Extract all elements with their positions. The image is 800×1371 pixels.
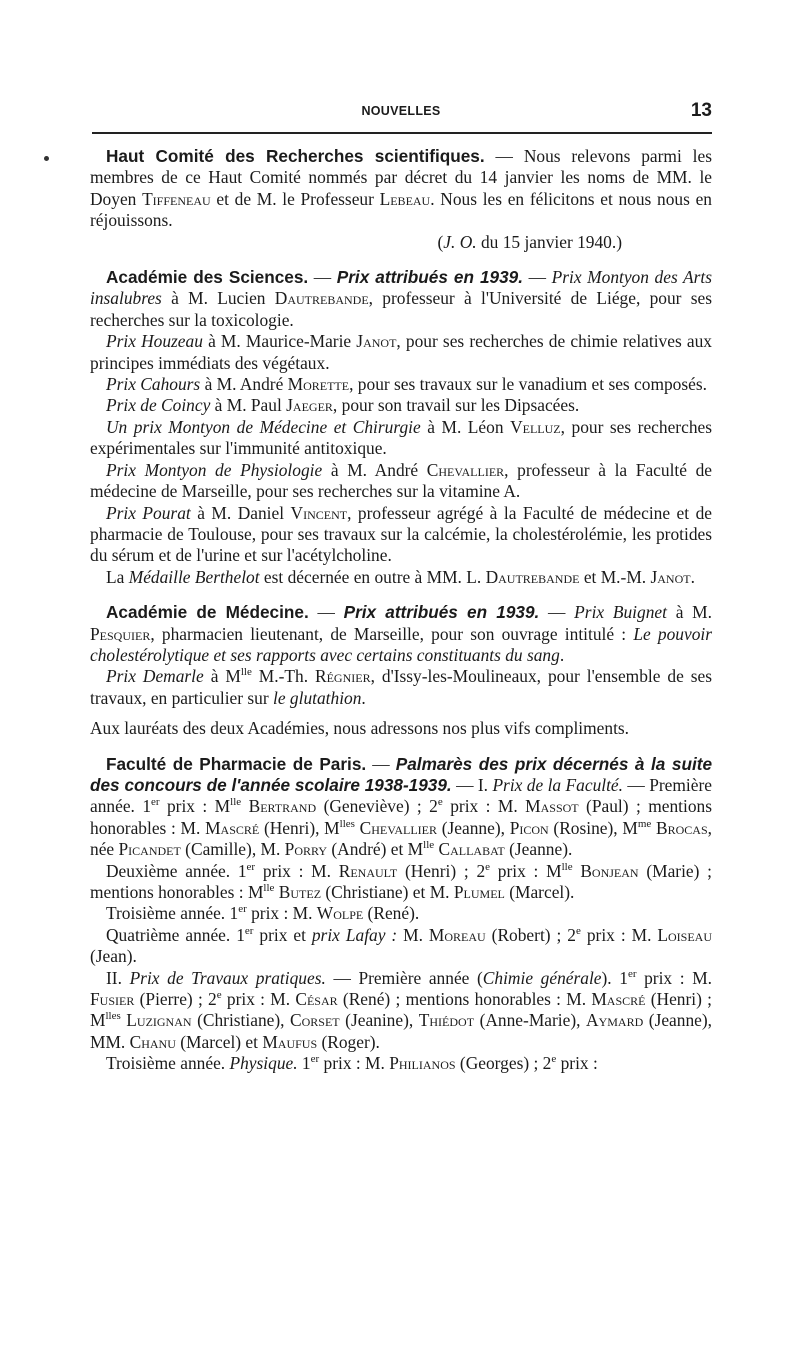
section-academie-sciences <box>90 267 712 588</box>
person-name: Brocas <box>656 817 708 838</box>
prize-name: Prix Buignet <box>574 602 667 623</box>
person-name: Bonjean <box>580 860 639 881</box>
paragraph: Haut Comité des Recherches scientifiques. — Nous relevons parmi les membres de ce Haut Comité nommés par décret du 14 janvier les noms de MM. le Doyen Tiffeneau et de M. le Professeur Lebeau. Nous les en félicitons et nous nous en réjouissons. <box>90 146 713 231</box>
person-name: Aymard <box>586 1010 644 1031</box>
work-title: le glutathion <box>273 687 362 708</box>
person-name: Maufus <box>262 1031 318 1052</box>
running-head: NOUVELLES <box>361 104 441 118</box>
person-name: Thiédot <box>418 1010 475 1031</box>
person-name: Chanu <box>129 1031 176 1052</box>
person-name: Régnier <box>315 666 371 687</box>
paragraph: Académie des Sciences. — Prix attribués en 1939. — Prix Montyon des Arts insalubres à M. Lucien Dautrebande, professeur à l'Université de Liége, pour ses recherches sur la toxicologie. <box>90 267 712 330</box>
section-heading: Académie des Sciences. <box>106 267 309 288</box>
prize-name: Un prix Montyon de Médecine et Chirurgie <box>106 416 421 437</box>
paragraph: Deuxième année. 1er prix : M. Renault (Henri) ; 2e prix : $M^{lle}$ Bonjean (Marie) ; mentions honorables : $M^{lle}$ Butez (Christiane) et M. Plumel (Marcel). <box>90 860 713 902</box>
paragraph: La Médaille Berthelot est décernée en outre à MM. L. Dautrebande et M.-M. Janot. <box>106 566 695 587</box>
person-name: Massot <box>525 796 579 817</box>
person-name: Bertrand <box>248 796 317 817</box>
person-name: Pesquier <box>90 623 151 644</box>
section-subheading: Palmarès des prix décernés à la suite des concours de l'année scolaire 1938-1939. <box>90 753 712 795</box>
person-name: Dautrebande <box>485 566 580 587</box>
person-name: Corset <box>290 1010 340 1031</box>
person-name: Lebeau <box>379 188 431 209</box>
person-name: Morette <box>287 374 350 395</box>
section-subheading: Prix attribués en 1939. <box>336 267 523 288</box>
person-name: Philianos <box>389 1053 456 1074</box>
person-name: Plumel <box>453 882 505 902</box>
person-name: Mascré <box>205 817 260 838</box>
paragraph: Prix Montyon de Physiologie à M. André Chevallier, professeur à la Faculté de médecine de Marseille, pour ses recherches sur la vitamine A. <box>90 459 713 502</box>
section-heading: Haut Comité des Recherches scientifiques. <box>106 146 485 166</box>
margin-mark <box>44 156 49 161</box>
prize-name: Prix Pourat <box>106 502 191 523</box>
paragraph: Troisième année. 1er prix : M. Wolpe (René). <box>106 903 420 924</box>
person-name: Jaeger <box>286 395 333 416</box>
section-heading: Faculté de Pharmacie de Paris. <box>106 753 367 774</box>
section-heading: Académie de Médecine. <box>106 602 309 623</box>
paragraph: Faculté de Pharmacie de Paris. — Palmarès des prix décernés à la suite des concours de l'année scolaire 1938-1939. — I. Prix de la Faculté. — Première année. 1er prix : $M^{lle}$ Bertrand (Geneviève) ; 2e prix : M. Massot (Paul) ; mentions honorables : M. Mascré (Henri), $M^{lles}$ Chevallier (Jeanne), Picon (Rosine), $M^{me}$ Brocas, née Picandet (Camille), M. Porry (André) et $M^{lle}$ Callabat (Jeanne). <box>90 753 712 860</box>
person-name: Fusier <box>90 989 135 1010</box>
prize-name: Prix Demarle <box>106 666 204 687</box>
prize-name: Prix de la Faculté. <box>492 774 624 795</box>
person-name: Butez <box>278 882 322 902</box>
paragraph: II. Prix de Travaux pratiques. — Première année (Chimie générale). 1er prix : M. Fusier (Pierre) ; 2e prix : M. César (René) ; mentions honorables : M. Mascré (Henri) ; $M^{lles}$ Luzignan (Christiane), Corset (Jeanine), Thiédot (Anne-Marie), Aymard (Jeanne), MM. Chanu (Marcel) et Maufus (Roger). <box>90 967 713 1052</box>
person-name: César <box>295 989 338 1010</box>
paragraph: Prix Houzeau à M. Maurice-Marie Janot, pour ses recherches de chimie relatives aux principes immédiats des végétaux. <box>90 331 712 373</box>
person-name: Chevallier <box>359 817 438 838</box>
person-name: Callabat <box>438 839 505 860</box>
paragraph: Quatrième année. 1er prix et prix Lafay : M. Moreau (Robert) ; 2e prix : M. Loiseau (Jean). <box>90 924 712 967</box>
page-number: 13 <box>690 100 712 121</box>
section-academie-medecine <box>90 602 712 739</box>
section-faculte-pharmacie <box>90 754 712 1075</box>
person-name: Picon <box>509 817 549 838</box>
person-name: Luzignan <box>126 1010 192 1031</box>
subject-name: Physique. <box>229 1053 298 1074</box>
prize-name: Prix de Coincy <box>106 395 211 416</box>
paragraph: Académie de Médecine. — Prix attribués en 1939. — Prix Buignet à M. Pesquier, pharmacien lieutenant, de Marseille, pour son ouvrage intitulé : Le pouvoir cholestérolytique et ses rapports avec certains constituants du sang. <box>90 602 713 665</box>
prize-name: Prix Cahours <box>106 374 201 395</box>
person-name: Janot <box>650 566 691 587</box>
header-rule <box>92 132 712 134</box>
paragraph: Troisième année. Physique. 1er prix : M. Philianos (Georges) ; 2e prix : <box>106 1053 598 1074</box>
person-name: Wolpe <box>316 903 364 924</box>
person-name: Picandet <box>118 839 181 860</box>
person-name: Mascré <box>591 989 646 1010</box>
person-name: Renault <box>338 860 398 881</box>
person-name: Porry <box>284 839 328 860</box>
prize-name: Médaille Berthelot <box>128 566 260 587</box>
person-name: Tiffeneau <box>142 188 211 209</box>
paragraph: Prix Pourat à M. Daniel Vincent, professeur agrégé à la Faculté de médecine et de pharmacie de Toulouse, pour ses travaux sur la calcémie, la cholestérolémie, les protides du sérum et de l'urine et sur l'acétylcholine. <box>90 502 712 566</box>
prize-name: Prix Montyon des Arts insalubres <box>90 267 712 309</box>
prize-name: Prix de Travaux pratiques. <box>129 967 326 988</box>
person-name: Janot <box>356 331 397 352</box>
page-header <box>90 88 712 121</box>
article-body <box>90 146 712 1075</box>
paragraph: Prix de Coincy à M. Paul Jaeger, pour son travail sur les Dipsacées. <box>106 395 580 416</box>
paragraph: Un prix Montyon de Médecine et Chirurgie à M. Léon Velluz, pour ses recherches expérimentales sur l'immunité antitoxique. <box>90 416 713 459</box>
person-name: Chevallier <box>426 459 505 480</box>
journal-page <box>90 88 713 1074</box>
person-name: Velluz <box>510 416 561 437</box>
prize-name: Prix Houzeau <box>106 331 203 352</box>
work-title: Le pouvoir cholestérolytique et ses rapports avec certains constituants du sang <box>90 623 713 665</box>
paragraph: Prix Cahours à M. André Morette, pour ses travaux sur le vanadium et ses composés. <box>106 374 707 395</box>
paragraph: Prix Demarle à $M^{lle}$ M.-Th. Régnier, d'Issy-les-Moulineaux, pour l'ensemble de ses travaux, en particulier sur le glutathion. <box>90 666 712 708</box>
person-name: Vincent <box>290 502 348 523</box>
prize-name: prix Lafay : <box>311 924 398 945</box>
section-haut-comite <box>90 146 712 253</box>
subject-name: Chimie générale <box>482 967 602 988</box>
person-name: Moreau <box>428 924 486 945</box>
closing-remark: Aux lauréats des deux Académies, nous adressons nos plus vifs compliments. <box>90 718 630 739</box>
person-name: Loiseau <box>657 924 712 945</box>
prize-name: Prix Montyon de Physiologie <box>106 459 323 480</box>
person-name: Dautrebande <box>274 288 369 309</box>
section-subheading: Prix attribués en 1939. <box>343 602 540 623</box>
source-citation: (J. O. du 15 janvier 1940.) <box>437 231 622 252</box>
